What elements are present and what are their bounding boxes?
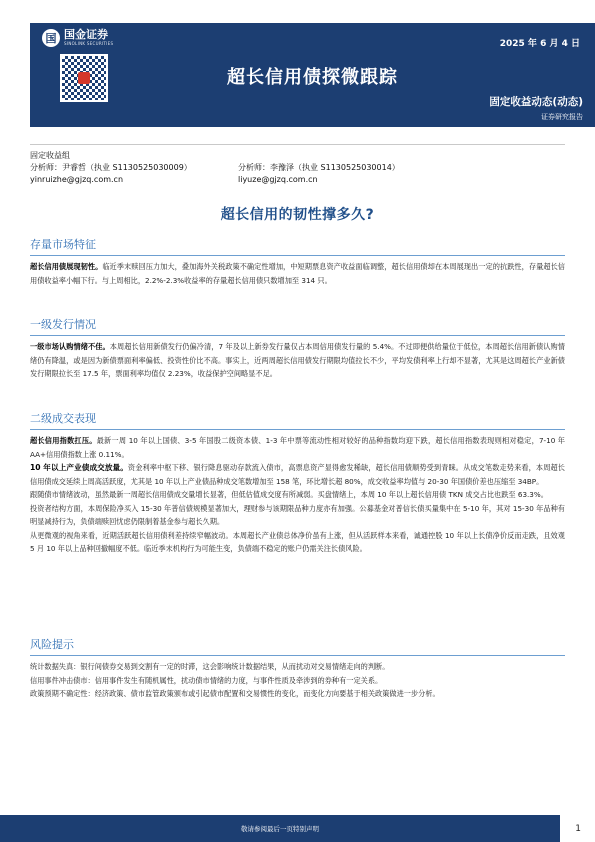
main-headline: 超长信用的韧性撑多久? [220, 207, 375, 223]
section-risk [30, 636, 565, 701]
paragraph: 超长信用指数扛压。最新一周 10 年以上国债、3-5 年国股二级资本债、1-3 年中票等流动性相对较好的品种指数均迎下跌，超长信用指数表现则相对稳定，7-10 年 AA+信用债指数上涨 0.11%。 [30, 436, 565, 459]
divider [30, 144, 565, 145]
section-stock [30, 236, 565, 287]
section-title: 一级发行情况 [30, 318, 96, 331]
paragraph: 政策预期不确定性：经济政策、债市监管政策颁布或引起债市配置和交易惯性的变化，而变化方向要基于相关政策做进一步分析。 [30, 689, 440, 698]
section-title: 二级成交表现 [30, 412, 96, 425]
paragraph: 跟随债市情绪波动，虽然最新一周超长信用债成交量增长显著，但低估值成交度有所减弱。买盘情绪上，本周 10 年以上超长信用债 TKN 成交占比也跌至 63.3%。 [30, 490, 548, 499]
analyst-2: 分析师：李豫泽（执业 S1130525030014） [238, 163, 400, 172]
logo-icon: 国 [42, 29, 60, 47]
report-date: 2025 年 6 月 4 日 [499, 39, 580, 49]
research-group: 固定收益组 [30, 151, 70, 160]
section-title: 风险提示 [30, 638, 74, 651]
section-divider [30, 255, 565, 256]
section-divider [30, 429, 565, 430]
paragraph: 统计数据失真：银行间债券交易到交割有一定的时滞，这会影响统计数据结果，从而扰动对交易情绪走向的判断。 [30, 662, 390, 671]
paragraph: 投资者结构方面，本周保险净买入 15-30 年普信债规模显著加大，理财参与该期限品种力度亦有加强。公募基金对普信长债买量集中在 5-10 年，其对 15-30 年品种有明显减持行为，负债端赎回忧虑仍限制着基金参与超长久期。 [30, 503, 565, 526]
analyst-2-email[interactable]: liyuze@gjzq.com.cn [238, 175, 318, 184]
report-category: 固定收益动态(动态) [489, 96, 583, 108]
company-logo [42, 29, 113, 47]
paragraph: 从更微观的视角来看，近期活跃超长信用债利差持续窄幅波动。本周超长产业债总体净价虽有上涨，但从活跃样本来看，诚通控股 10 年以上长债净价反而走跌，且效观 5 月 10 年以上品种回撤幅度不低。临近季末机构行为可能生变，负债端不稳定的账户仍需关注长债风险。 [30, 530, 565, 553]
logo-name-en: SINOLINK SECURITIES [64, 41, 114, 46]
paragraph: 超长信用债展现韧性。临近季末赎回压力加大，叠加海外关税政策不确定性增加，中短期票息资产收益面临调整，超长信用债却在本周展现出一定的抗跌性，存量超长信用债收益率小幅下行。与上周相比，2.2%-2.3%收益率的存量超长信用债只数增加至 314 只。 [30, 262, 565, 285]
page-number: 1 [575, 824, 581, 834]
section-title: 存量市场特征 [30, 238, 96, 251]
section-primary [30, 316, 565, 381]
section-divider [30, 655, 565, 656]
section-secondary [30, 410, 565, 556]
author-block [30, 150, 400, 186]
report-subcategory: 证券研究报告 [541, 113, 583, 121]
paragraph: 10 年以上产业债成交放量。资金利率中枢下移、银行降息驱动存款流入债市，高票息资产显得愈发稀缺，超长信用债顺势受到青睐。从成交笔数走势来看，本周超长信用债成交延续上周高活跃度，尤其是 10 年以上产业债品种成交笔数增加至 158 笔，环比增长超 80%，成交收益率均值与 20-30 年国债价差也压缩至 34BP。 [30, 463, 565, 486]
section-divider [30, 335, 565, 336]
footer-bar [0, 815, 560, 842]
analyst-1-email[interactable]: yinruizhe@gjzq.com.cn [30, 175, 124, 184]
report-title: 超长信用债探微跟踪 [227, 67, 398, 88]
footer-disclaimer[interactable]: 敬请参阅最后一页特别声明 [241, 825, 319, 833]
logo-name-cn: 国金证券 [64, 28, 108, 41]
paragraph: 信用事件冲击债市：信用事件发生有随机属性，扰动债市情绪的力度，与事件性质及牵涉到的券种有一定关系。 [30, 675, 383, 685]
report-header [30, 23, 595, 127]
analyst-1: 分析师：尹睿哲（执业 S1130525030009） [30, 163, 192, 172]
paragraph: 一级市场认购情绪不佳。本周超长信用新债发行仍偏冷清，7 年及以上新券发行量仅占本周信用债发行量的 5.4%。不过即便供给量位于低位，本周超长信用新债认购情绪仍有降温，或是因为新债票面利率偏低、投资性价比不高。事实上，近两周超长信用债发行期限均值拉长不少，平均发债利率上行却不显著，尤其是这周超长产业新债发行期限拉长至 17.5 年，票面利率均值仅 2.23%，收益保护空间略显不足。 [30, 342, 565, 378]
